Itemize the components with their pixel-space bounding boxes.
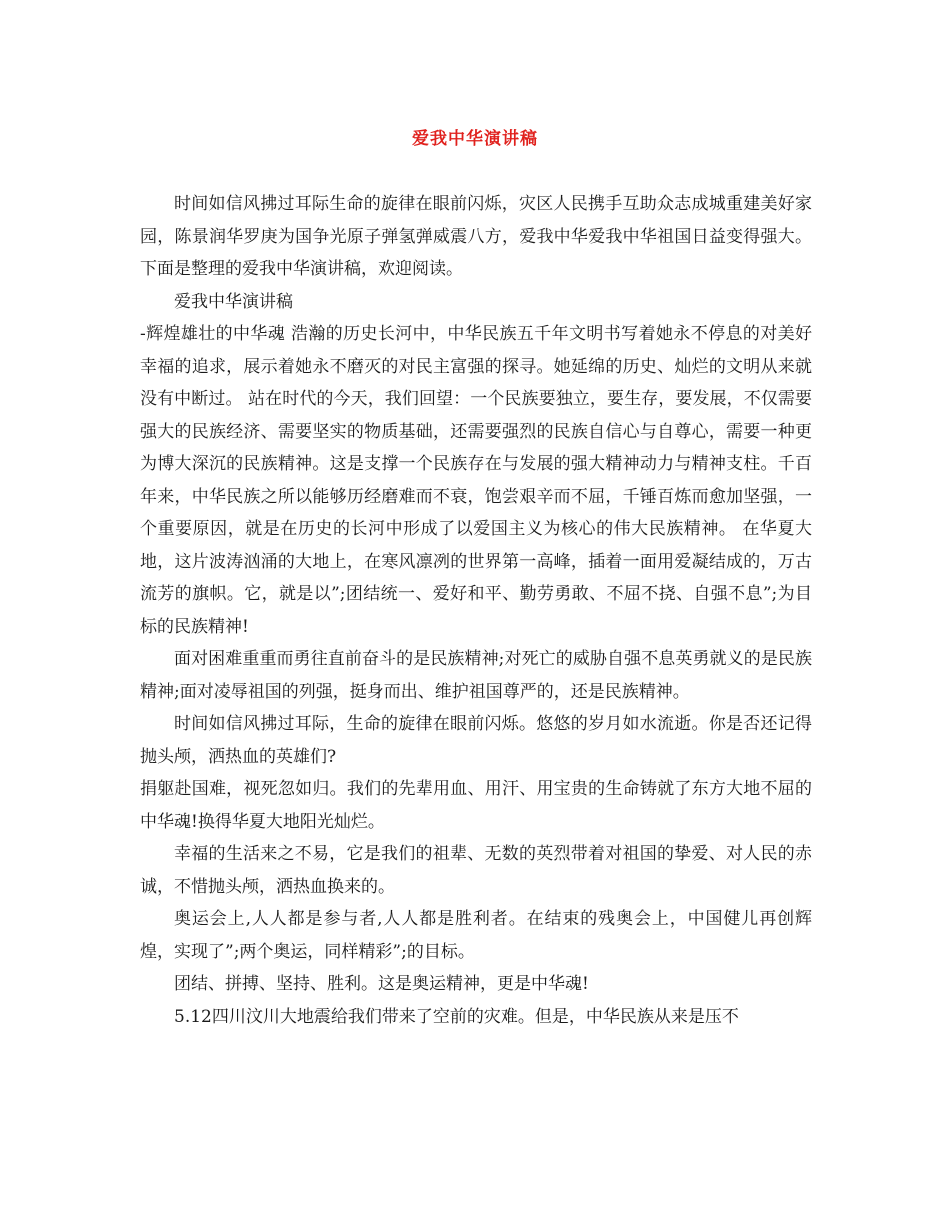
paragraph-main: -辉煌雄壮的中华魂 浩瀚的历史长河中，中华民族五千年文明书写着她永不停息的对美好幸福的追求，展示着她永不磨灭的对民主富强的探寻。她延绵的历史、灿烂的文明从来就没有中断过。 站在时代的今天，我们回望：一个民族要独立，要生存，要发展，不仅需要强大的民族经济、需要坚实的物质基础，还需要强烈的民族自信心与自尊心，需要一种更为博大深沉的民族精神。这是支撑一个民族存在与发展的强大精神动力与精神支柱。千百年来，中华民族之所以能够历经磨难而不衰，饱尝艰辛而不屈，千锤百炼而愈加坚强，一个重要原因，就是在历史的长河中形成了以爱国主义为核心的伟大民族精神。 在华夏大地，这片波涛汹涌的大地上，在寒风凛冽的世界第一高峰，插着一面用爱凝结成的，万古流芳的旗帜。它，就是以”;团结统一、爱好和平、勤劳勇敢、不屈不挠、自强不息”;为目标的民族精神! [140, 324, 812, 637]
paragraph: 时间如信风拂过耳际，生命的旋律在眼前闪烁。悠悠的岁月如水流逝。你是否还记得抛头颅，洒热血的英雄们? [140, 714, 812, 767]
paragraph: 捐躯赴国难，视死忽如归。我们的先辈用血、用汗、用宝贵的生命铸就了东方大地不屈的中华魂!换得华夏大地阳光灿烂。 [140, 779, 812, 832]
document-title: 爱我中华演讲稿 [412, 129, 538, 149]
paragraph-intro: 时间如信风拂过耳际生命的旋律在眼前闪烁，灾区人民携手互助众志成城重建美好家园，陈景润华罗庚为国争光原子弹氢弹威震八方，爱我中华爱我中华祖国日益变得强大。下面是整理的爱我中华演讲稿，欢迎阅读。 [140, 194, 812, 279]
paragraph: 团结、拼搏、坚持、胜利。这是奥运精神，更是中华魂! [174, 974, 589, 994]
paragraph: 奥运会上,人人都是参与者,人人都是胜利者。在结束的残奥会上，中国健儿再创辉煌，实现了”;两个奥运，同样精彩”;的目标。 [140, 909, 812, 962]
paragraph-subtitle: 爱我中华演讲稿 [174, 291, 293, 312]
document-body [140, 188, 812, 1033]
paragraph: 面对困难重重而勇往直前奋斗的是民族精神;对死亡的威胁自强不息英勇就义的是民族精神;面对凌辱祖国的列强，挺身而出、维护祖国尊严的，还是民族精神。 [140, 649, 812, 702]
paragraph: 5.12四川汶川大地震给我们带来了空前的灾难。但是，中华民族从来是压不 [174, 1006, 739, 1027]
paragraph: 幸福的生活来之不易，它是我们的祖辈、无数的英烈带着对祖国的挚爱、对人民的赤诚，不惜抛头颅，洒热血换来的。 [140, 844, 812, 897]
